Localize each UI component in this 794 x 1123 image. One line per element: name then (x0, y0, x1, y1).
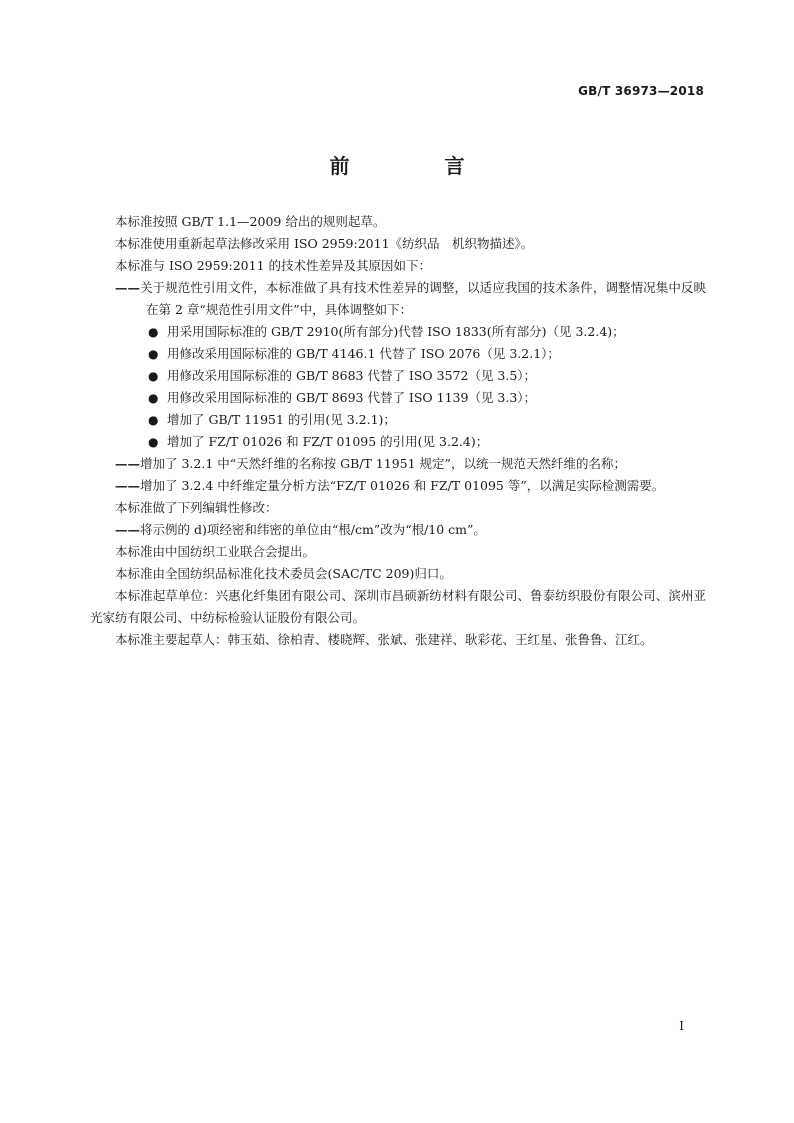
bullet-list (90, 321, 706, 453)
list-item (90, 387, 706, 409)
page-number: I (679, 1019, 684, 1033)
dash-item-text: 将示例的 d)项经密和纬密的单位由“根/cm”改为“根/10 cm”。 (140, 522, 486, 537)
list-item-text: 用采用国际标准的 GB/T 2910(所有部分)代替 ISO 1833(所有部分)（见 3.2.4)； (167, 324, 625, 339)
list-item-text: 用修改采用国际标准的 GB/T 4146.1 代替了 ISO 2076（见 3.2.1）； (167, 346, 560, 361)
paragraph-drafters: 本标准主要起草人：韩玉茹、徐柏青、楼晓辉、张斌、张建祥、耿彩花、王红星、张鲁鲁、江红。 (115, 632, 653, 647)
dash-item-text: 增加了 3.2.4 中纤维定量分析方法“FZ/T 01026 和 FZ/T 01095 等”，以满足实际检测需要。 (140, 478, 665, 493)
paragraph-committee: 本标准由全国纺织品标准化技术委员会(SAC/TC 209)归口。 (115, 566, 452, 581)
list-item-text: 用修改采用国际标准的 GB/T 8683 代替了 ISO 3572（见 3.5）； (167, 368, 537, 383)
paragraph-adoption: 本标准使用重新起草法修改采用 ISO 2959:2011《纺织品 机织物描述》。 (115, 236, 534, 251)
bullet-icon: ● (148, 347, 159, 361)
paragraph-differences: 本标准与 ISO 2959:2011 的技术性差异及其原因如下： (115, 258, 432, 273)
list-item (90, 321, 706, 343)
dash-item-fiber-analysis (90, 475, 706, 497)
list-item (90, 365, 706, 387)
bullet-icon: ● (148, 325, 159, 339)
standard-code: GB/T 36973—2018 (578, 84, 704, 98)
list-item-text: 增加了 GB/T 11951 的引用(见 3.2.1)； (167, 412, 396, 427)
bullet-icon: ● (148, 413, 159, 427)
bullet-icon: ● (148, 369, 159, 383)
paragraph-proposer: 本标准由中国纺织工业联合会提出。 (115, 544, 316, 559)
dash-marker: —— (115, 456, 140, 471)
paragraph-drafting-units: 本标准起草单位：兴惠化纤集团有限公司、深圳市昌硕新纺材料有限公司、鲁泰纺织股份有限公司、滨州亚光家纺有限公司、中纺标检验认证股份有限公司。 (90, 588, 706, 625)
bullet-icon: ● (148, 391, 159, 405)
dash-item-text: 关于规范性引用文件，本标准做了具有技术性差异的调整，以适应我国的技术条件，调整情况集中反映在第 2 章“规范性引用文件”中，具体调整如下： (140, 280, 706, 317)
list-item (90, 409, 706, 431)
list-item-text: 增加了 FZ/T 01026 和 FZ/T 01095 的引用(见 3.2.4)； (167, 434, 489, 449)
dash-item-text: 增加了 3.2.1 中“天然纤维的名称按 GB/T 11951 规定”，以统一规范天然纤维的名称； (140, 456, 626, 471)
bullet-icon: ● (148, 435, 159, 449)
dash-item-unit-change (90, 519, 706, 541)
list-item-text: 用修改采用国际标准的 GB/T 8693 代替了 ISO 1139（见 3.3）； (167, 390, 537, 405)
dash-marker: —— (115, 522, 140, 537)
list-item (90, 343, 706, 365)
dash-marker: —— (115, 280, 140, 295)
dash-marker: —— (115, 478, 140, 493)
list-item (90, 431, 706, 453)
paragraph-editorial: 本标准做了下列编辑性修改： (115, 500, 278, 515)
paragraph-drafting-rules: 本标准按照 GB/T 1.1—2009 给出的规则起草。 (115, 214, 386, 229)
dash-item-normative-refs (90, 277, 706, 321)
document-body (90, 211, 706, 651)
dash-item-natural-fiber (90, 453, 706, 475)
page-title: 前 言 (329, 154, 509, 178)
